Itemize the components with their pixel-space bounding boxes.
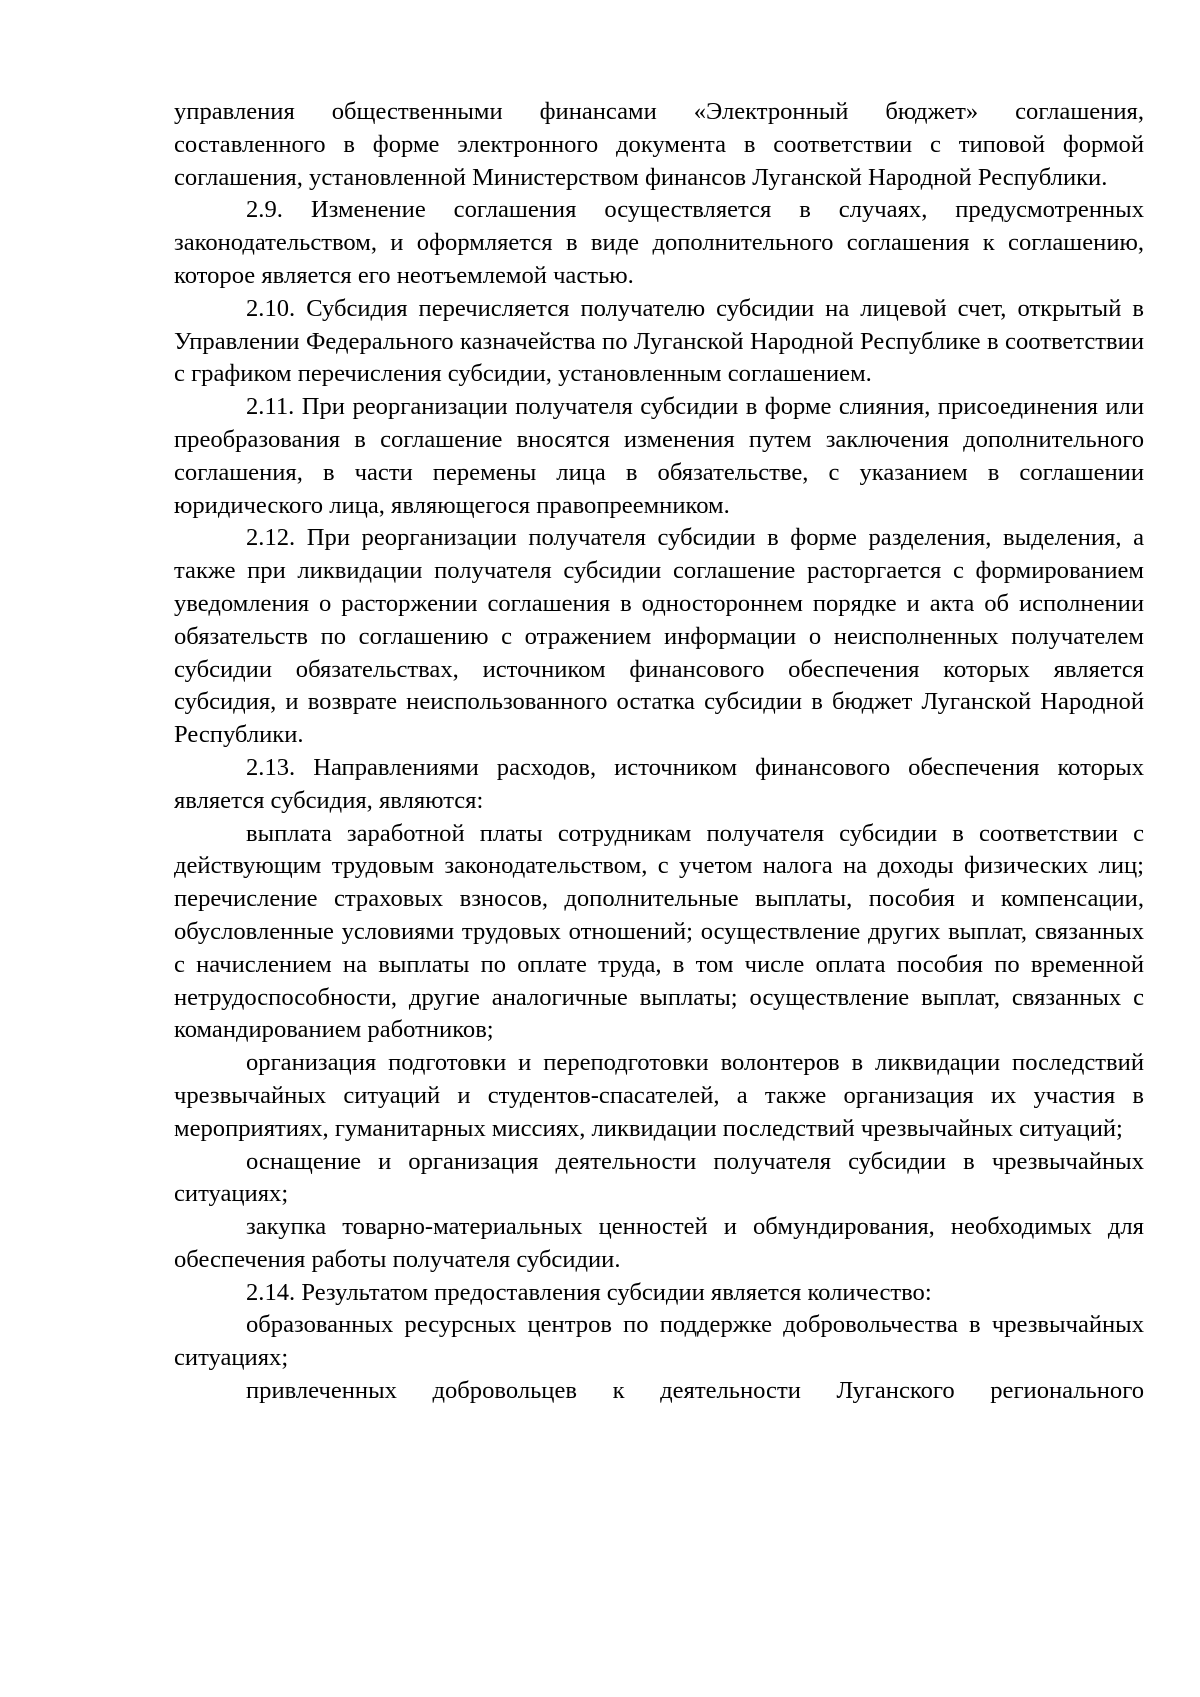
- list-item-volunteers: привлеченных добровольцев к деятельности Луганского регионального: [246, 1377, 1144, 1405]
- paragraph-2-9: 2.9. Изменение соглашения осуществляется в случаях, предусмотренных законодательством, и оформляется в виде дополнительного соглашения к соглашению, которое является его неотъемлемой частью.: [174, 196, 1144, 289]
- list-item-training: организация подготовки и переподготовки волонтеров в ликвидации последствий чрезвычайных ситуаций и студентов-спасателей, а также организация их участия в мероприятиях, гуманитарных миссиях, ликвидации последствий чрезвычайных ситуаций;: [174, 1049, 1144, 1142]
- paragraph-2-12: 2.12. При реорганизации получателя субсидии в форме разделения, выделения, а также при ликвидации получателя субсидии соглашение расторгается с формированием уведомления о расторжении соглашения в одностороннем порядке и акта об исполнении обязательств по соглашению с отражением информации о неисполненных получателем субсидии обязательствах, источником финансового обеспечения которых является субсидия, и возврате неиспользованного остатка субсидии в бюджет Луганской Народной Республики.: [174, 524, 1144, 749]
- paragraph-2-10: 2.10. Субсидия перечисляется получателю субсидии на лицевой счет, открытый в Управлении Федерального казначейства по Луганской Народной Республике в соответствии с графиком перечисления субсидии, установленным соглашением.: [174, 294, 1144, 388]
- document-page: [174, 96, 1144, 1408]
- list-item-equipment: оснащение и организация деятельности получателя субсидии в чрезвычайных ситуациях;: [174, 1147, 1144, 1208]
- list-item-resource-centers: образованных ресурсных центров по поддержке добровольчества в чрезвычайных ситуациях;: [174, 1311, 1144, 1372]
- paragraph-2-14: 2.14. Результатом предоставления субсидии является количество:: [246, 1278, 932, 1306]
- paragraph-2-13: 2.13. Направлениями расходов, источником финансового обеспечения которых является субсидия, являются:: [174, 753, 1144, 814]
- list-item-salary: выплата заработной платы сотрудникам получателя субсидии в соответствии с действующим трудовым законодательством, с учетом налога на доходы физических лиц; перечисление страховых взносов, дополнительные выплаты, пособия и компенсации, обусловленные условиями трудовых отношений; осуществление других выплат, связанных с начислением на выплаты по оплате труда, в том числе оплата пособия по временной нетрудоспособности, другие аналогичные выплаты; осуществление выплат, связанных с командированием работников;: [174, 819, 1144, 1044]
- paragraph-continuation: управления общественными финансами «Электронный бюджет» соглашения, составленного в форме электронного документа в соответствии с типовой формой соглашения, установленной Министерством финансов Луганской Народной Республики.: [174, 98, 1144, 191]
- list-item-purchase: закупка товарно-материальных ценностей и обмундирования, необходимых для обеспечения работы получателя субсидии.: [174, 1213, 1144, 1273]
- paragraph-2-11: 2.11. При реорганизации получателя субсидии в форме слияния, присоединения или преобразования в соглашение вносятся изменения путем заключения дополнительного соглашения, в части перемены лица в обязательстве, с указанием в соглашении юридического лица, являющегося правопреемником.: [174, 393, 1144, 519]
